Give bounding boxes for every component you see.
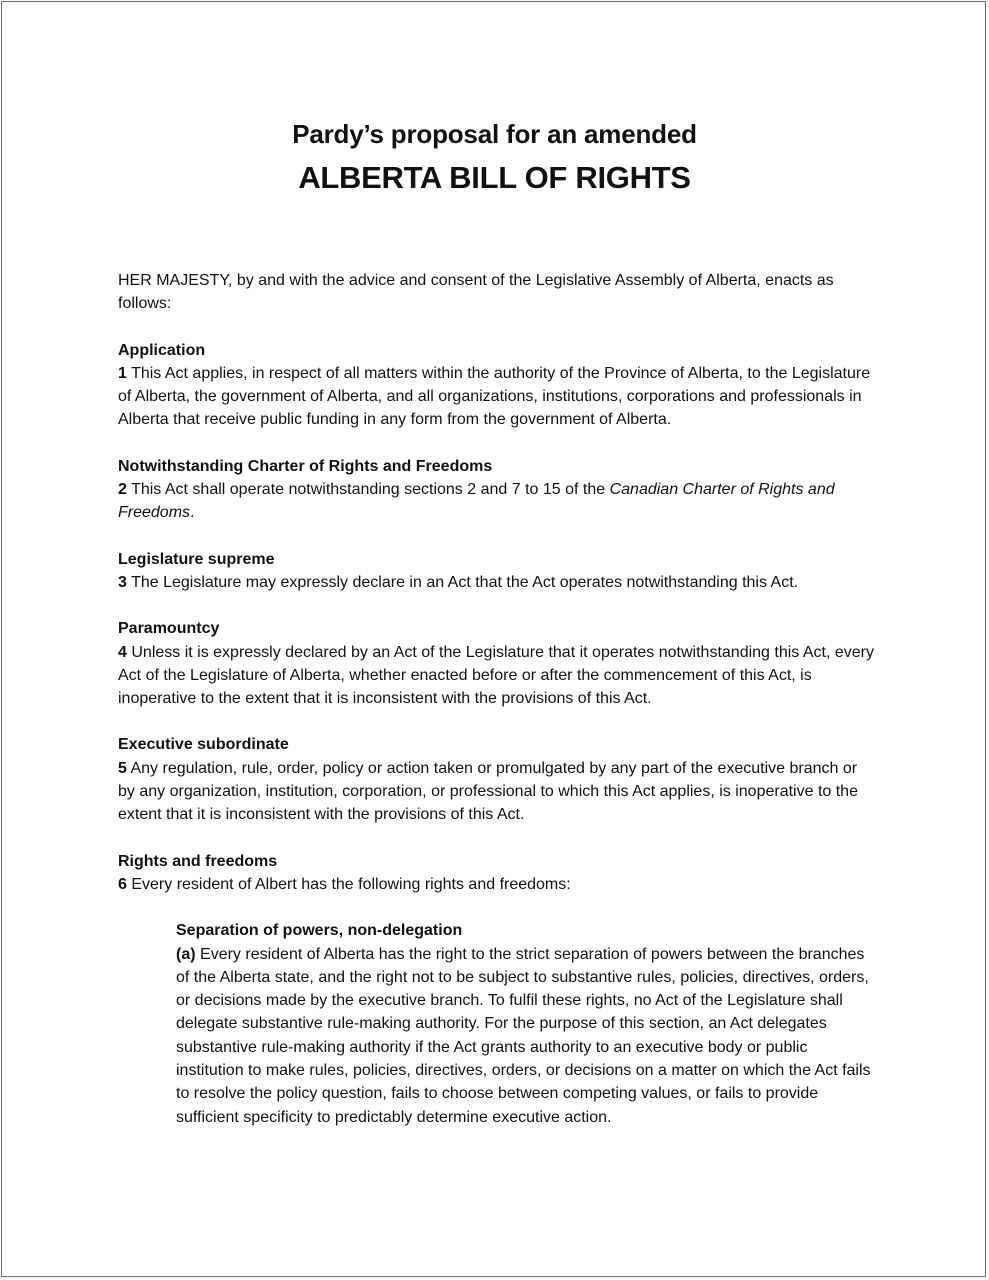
section-number: 2 [118,481,127,499]
section-number: 3 [118,573,127,591]
section-heading: Executive subordinate [118,736,289,754]
section-6 [118,850,878,897]
section-body: This Act applies, in respect of all matters within the authority of the Province of Alberta, to the Legislature of Alberta, the government of Alberta, and all organizations, institutions, corporations and professionals in Alberta that receive public funding in any form from the government of Alberta. [118,364,871,429]
preamble: HER MAJESTY, by and with the advice and consent of the Legislative Assembly of Alberta, enacts as follows: [118,272,834,313]
section-text [118,641,878,711]
charter-title: Canadian Charter of Rights and Freedoms [118,481,835,522]
section-5 [118,733,878,826]
document-title: ALBERTA BILL OF RIGHTS [298,160,691,195]
section-heading: Rights and freedoms [118,852,278,870]
document-subtitle: Pardy’s proposal for an amended [292,119,697,149]
section-body: Unless it is expressly declared by an Act of the Legislature that it operates notwithstanding this Act, every Act of the Legislature of Alberta, whether enacted before or after the commencement of this Act, is inoperative to the extent that it is inconsistent with the provisions of this Act. [118,643,874,708]
section-number: 5 [118,759,127,777]
section-number: 4 [118,643,127,661]
subsection-body: Every resident of Alberta has the right to the strict separation of powers between the branches of the Alberta state, and the right not to be subject to substantive rules, policies, directives, orders, or decisions made by the executive branch. To fulfil these rights, no Act of the Legislature shall delegate substantive rule-making authority. For the purpose of this section, an Act delegates substantive rule-making authority if the Act grants authority to an executive body or public institution to make rules, policies, directives, orders, or decisions on a matter on which the Act fails to resolve the policy question, fails to choose between competing values, or fails to provide sufficient specificity to predictably determine executive action. [176,945,871,1126]
document-body [118,269,878,1129]
section-body: Every resident of Albert has the following rights and freedoms: [131,875,571,893]
subsection-label: (a) [176,945,196,963]
section-heading: Application [118,341,206,359]
section-4 [118,617,878,710]
section-1 [118,339,878,432]
section-body: Any regulation, rule, order, policy or action taken or promulgated by any part of the executive branch or by any organization, institution, corporation, or professional to which this Act applies, is inoperative to the extent that it is inconsistent with the provisions of this Act. [118,759,858,824]
section-number: 1 [118,364,127,382]
section-text [118,757,878,827]
subsection-a [176,919,876,1129]
subsection-heading: Separation of powers, non-delegation [176,922,463,940]
section-text [118,873,878,896]
section-3 [118,548,878,595]
section-body: This Act shall operate notwithstanding sections 2 and 7 to 15 of the [131,481,606,499]
section-text [118,571,878,594]
section-heading: Legislature supreme [118,550,275,568]
section-number: 6 [118,875,127,893]
section-text [118,478,878,525]
section-text [118,362,878,432]
subsection-text [176,943,876,1129]
section-2 [118,455,878,525]
section-heading: Notwithstanding Charter of Rights and Freedoms [118,457,493,475]
section-body: The Legislature may expressly declare in an Act that the Act operates notwithstanding this Act. [131,573,799,591]
section-heading: Paramountcy [118,620,220,638]
section-body-end: . [190,504,195,522]
